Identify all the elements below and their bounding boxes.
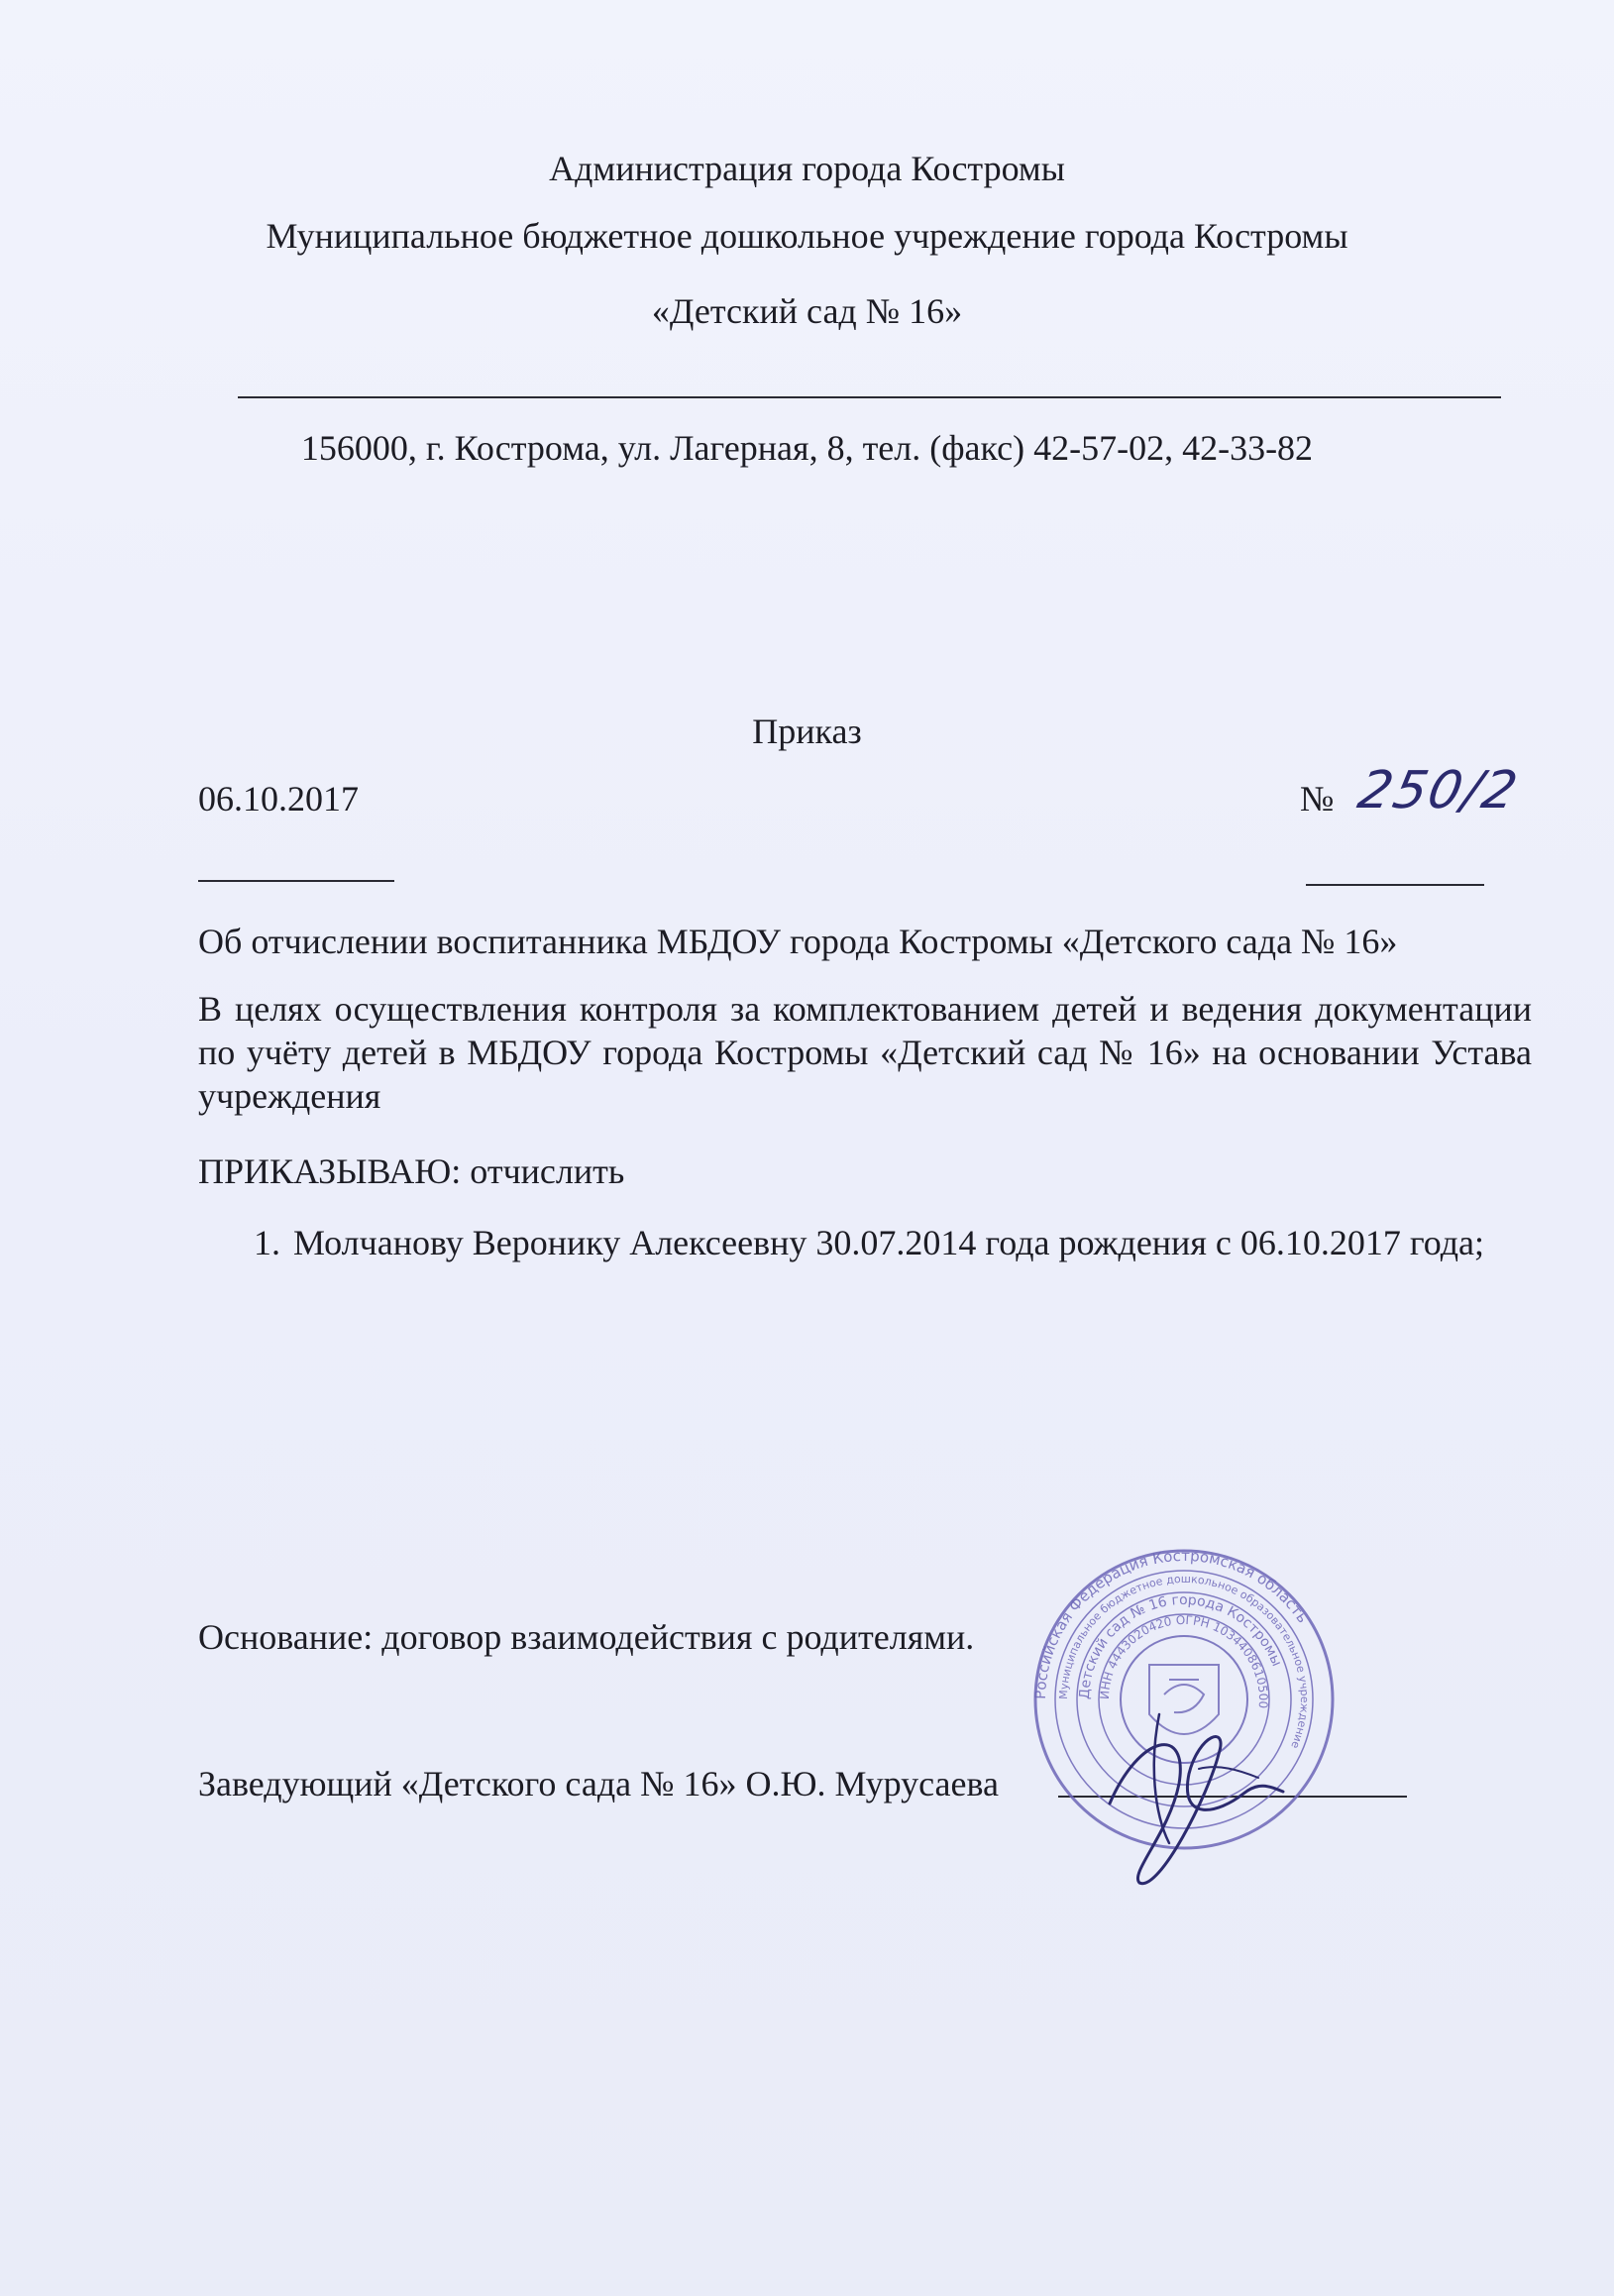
header-kindergarten: «Детский сад № 16»	[651, 291, 963, 331]
order-number-handwritten: 250/2	[1352, 761, 1525, 820]
stamp-ring3-text: Детский сад № 16 города Костромы	[1076, 1591, 1285, 1700]
date-underline	[198, 880, 394, 882]
order-directive: ПРИКАЗЫВАЮ: отчислить	[198, 1151, 625, 1191]
number-underline	[1306, 884, 1484, 886]
signature-icon	[1070, 1675, 1308, 1903]
order-date: 06.10.2017	[198, 779, 359, 819]
order-basis: Основание: договор взаимодействия с родителями.	[198, 1617, 975, 1657]
header-divider	[238, 396, 1501, 398]
stamp-outer-ring-text: Российская Федерация Костромская область	[1030, 1546, 1313, 1700]
order-number-label: №	[1300, 779, 1335, 819]
header-address: 156000, г. Кострома, ул. Лагерная, 8, тел. (факс) 42-57-02, 42-33-82	[300, 428, 1314, 468]
header-administration: Администрация города Костромы	[549, 149, 1065, 188]
stamp-ring2-text: Муниципальное бюджетное дошкольное образовательное учреждение	[1056, 1572, 1312, 1751]
order-title: Приказ	[752, 711, 862, 751]
list-item-number: 1.	[254, 1223, 280, 1262]
order-subject: Об отчислении воспитанника МБДОУ города Костромы «Детского сада № 16»	[198, 922, 1398, 961]
list-item: Молчанову Веронику Алексеевну 30.07.2014 года рождения с 06.10.2017 года;	[293, 1223, 1484, 1262]
header-institution: Муниципальное бюджетное дошкольное учреждение города Костромы	[266, 216, 1348, 256]
signatory-line: Заведующий «Детского сада № 16» О.Ю. Мурусаева	[198, 1764, 999, 1804]
order-purpose: В целях осуществления контроля за комплектованием детей и ведения документации по учёту детей в МБДОУ города Костромы «Детский сад № 16» на основании Устава учреждения	[198, 989, 1532, 1116]
stamp-ring4-text: ИНН 4443020420 ОГРН 1034408610500	[1097, 1612, 1271, 1709]
